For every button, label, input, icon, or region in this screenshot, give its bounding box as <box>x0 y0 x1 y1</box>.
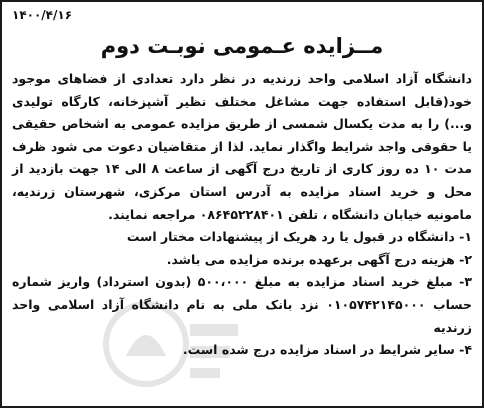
notice-title: مــزایده عـمومی نوبـت دوم <box>100 34 384 58</box>
notice-item-3: ۳- مبلغ خرید اسناد مزایده به مبلغ ۵۰۰،۰۰۰ (بدون استرداد) واریز شماره حساب ۰۱۰۵۷۴۲۱۴۵۰۰۰ نزد بانک ملی به نام دانشگاه آزاد اسلامی واحد زرندیه <box>12 274 472 335</box>
notice-item-1: ۱- دانشگاه در قبول یا رد هریک از پیشنهادات مختار است <box>126 229 472 245</box>
notice-body <box>12 68 472 362</box>
notice-intro: دانشگاه آزاد اسلامی واحد زرندیه در نظر دارد تعدادی از فضاهای موجود خود(قابل استفاده جهت مشاغل مختلف نظیر آشپزخانه، کارگاه تولیدی و...) را به مدت یکسال شمسی از طریق مزایده عمومی به اشخاص حقیقی یا حقوقی واجد شرایط واگذار نماید. لذا از متقاضیان دعوت می شود ظرف مدت ۱۰ ده روز کاری از تاریخ درج آگهی از ساعت ۸ الی ۱۴ جهت بازدید از محل و خرید اسناد مزایده به آدرس استان مرکزی، شهرستان زرندیه، مامونیه خیابان دانشگاه ، تلفن ۰۸۶۴۵۲۲۸۴۰۱ مراجعه نمایند. <box>12 71 472 222</box>
notice-item-2: ۲- هزینه درج آگهی برعهده برنده مزایده می باشد. <box>166 251 472 267</box>
notice-item-4: ۴- سایر شرایط در اسناد مزایده درج شده است. <box>182 342 472 358</box>
notice-date: ۱۴۰۰/۴/۱۶ <box>12 8 73 22</box>
